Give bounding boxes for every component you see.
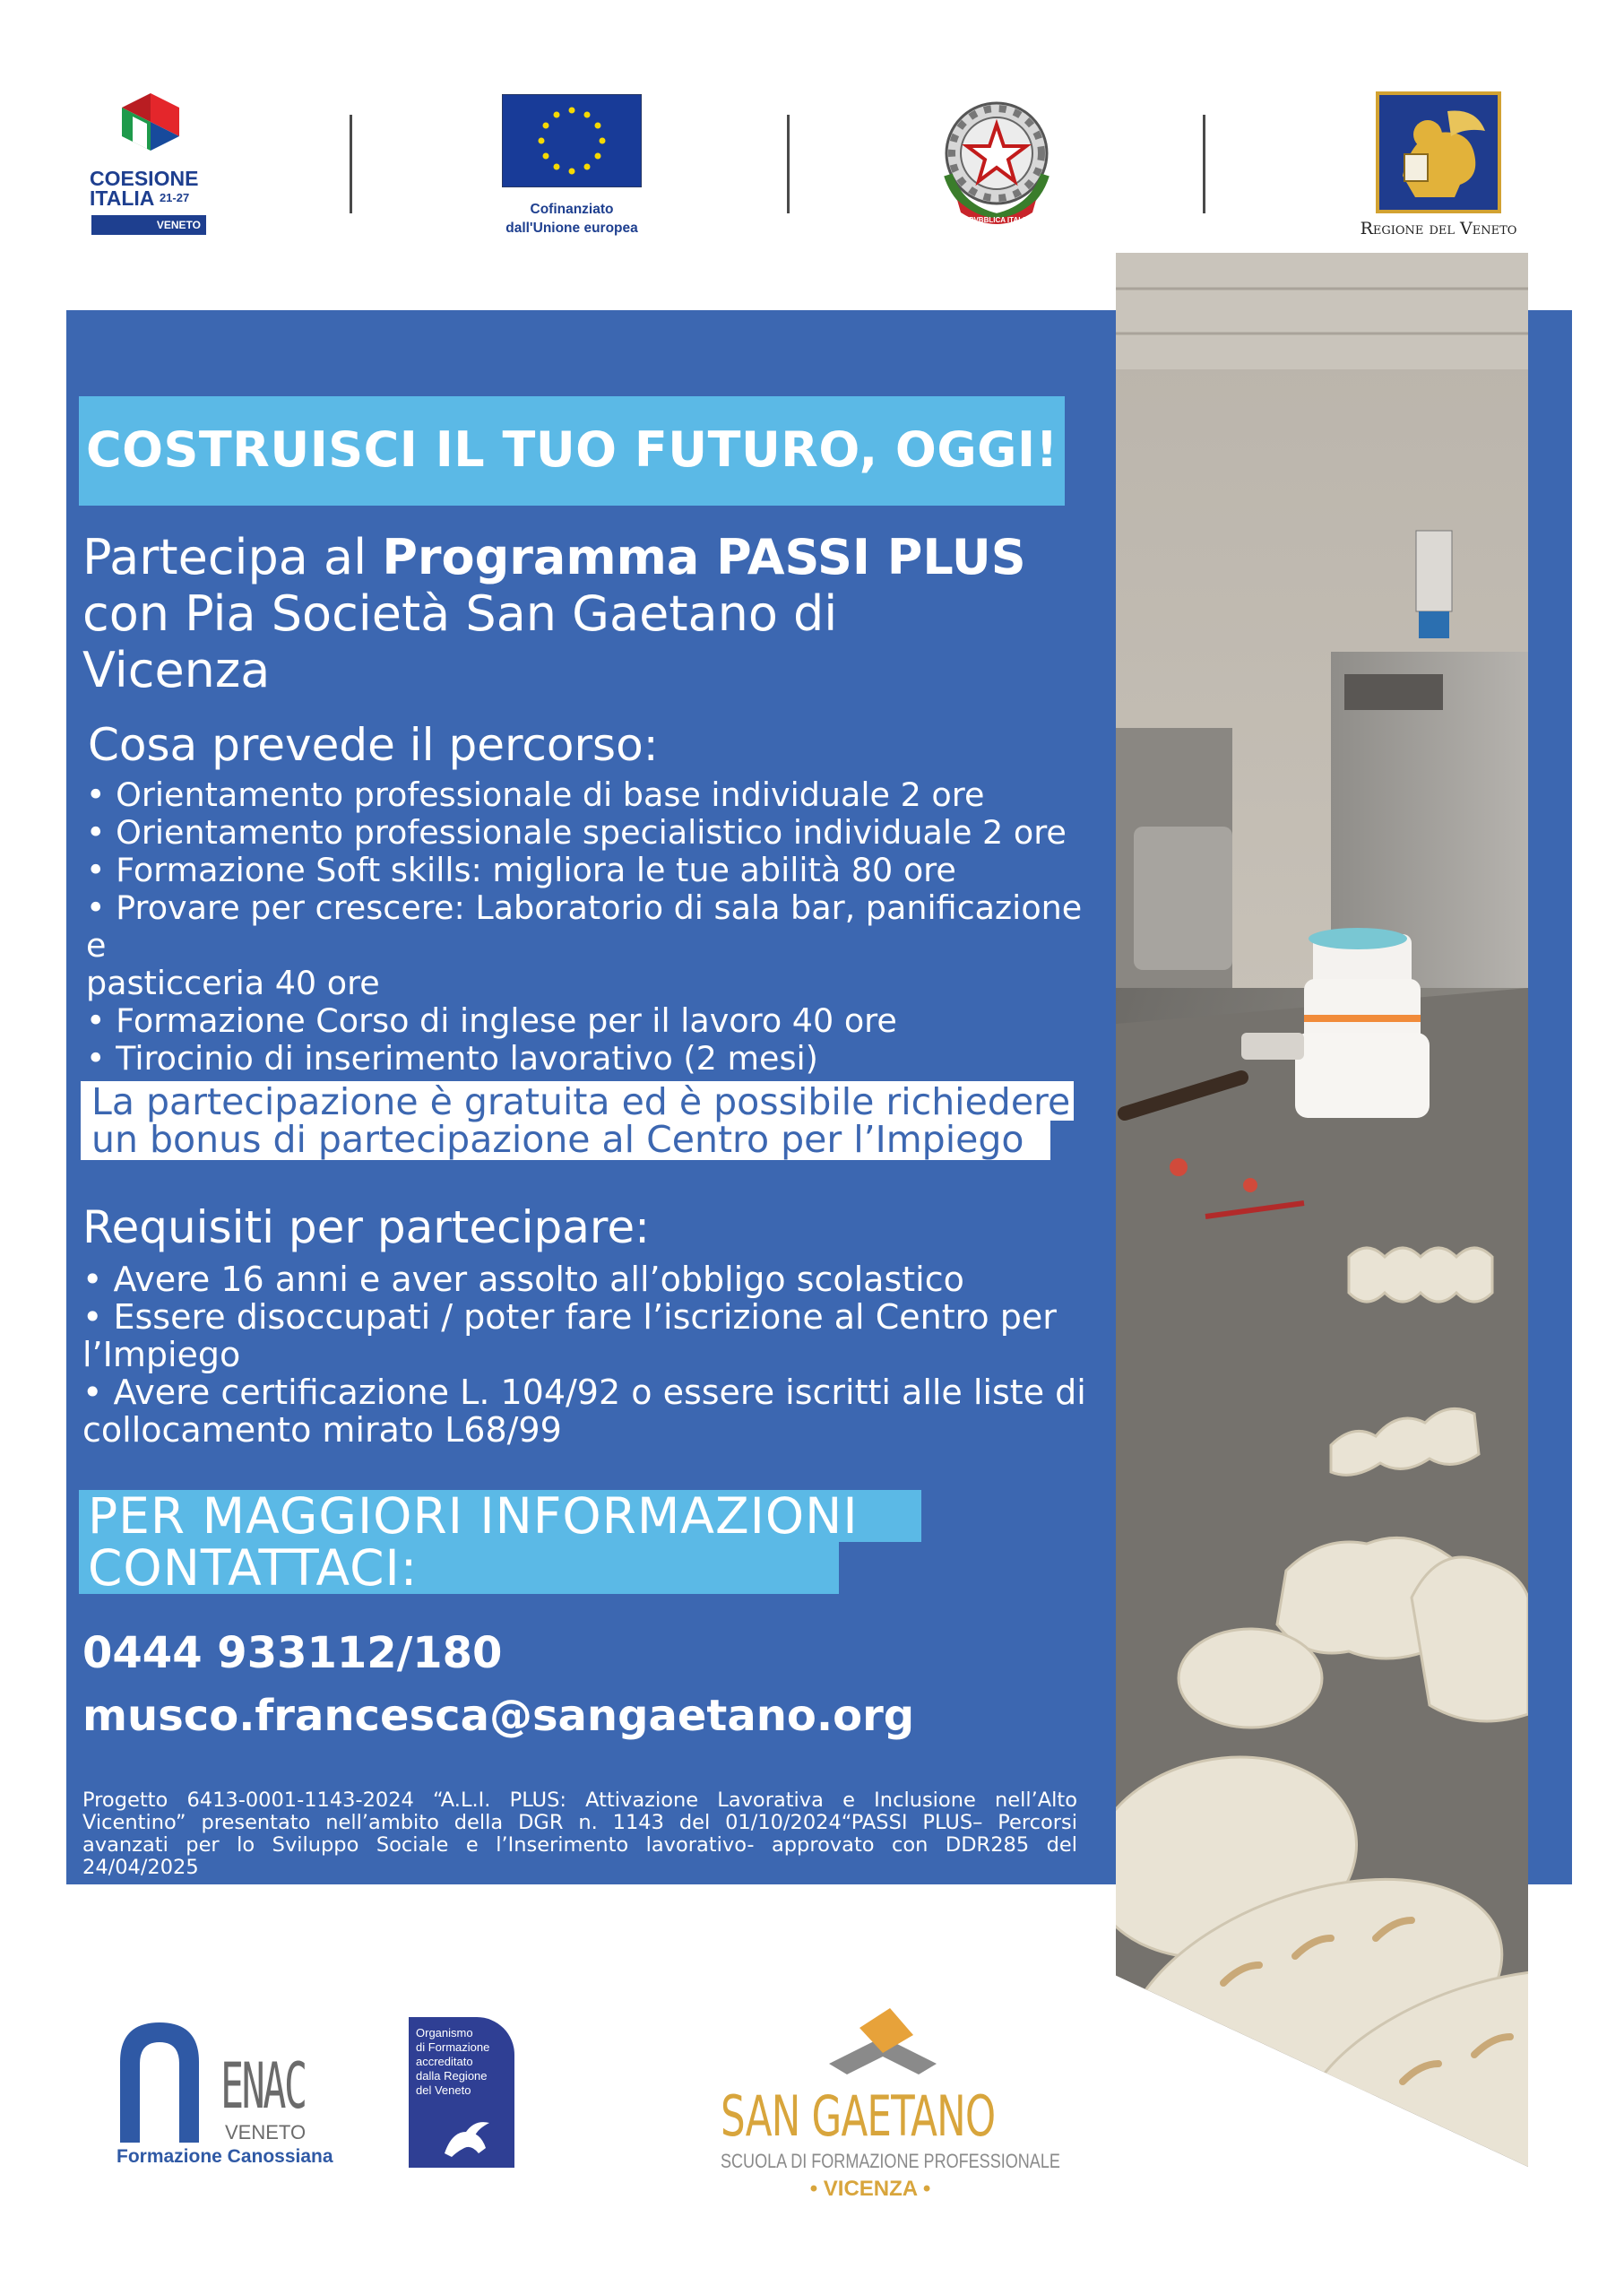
- repubblica-ring-text: REPVBBLICA ITALIANA: [959, 216, 1041, 224]
- intro-line2: con Pia Società San Gaetano di: [82, 585, 838, 642]
- san-gaetano-logo: [717, 2001, 1058, 2216]
- enac-arch-icon: [115, 2017, 204, 2143]
- requirement-item-continued: collocamento mirato L68/99: [82, 1410, 562, 1450]
- course-title: Cosa prevede il percorso:: [88, 719, 659, 771]
- san-gaetano-book-icon: [820, 2001, 946, 2091]
- coesione-logo: [90, 90, 215, 242]
- star-emblem-icon: [932, 92, 1061, 236]
- course-item: • Orientamento professionale di base individuale 2 ore: [86, 776, 1099, 814]
- enac-logo: [115, 2017, 366, 2178]
- accredited-line: Organismo: [416, 2026, 473, 2040]
- kitchen-photo-illustration: [1116, 253, 1528, 2167]
- requirements-list: [82, 1260, 1095, 1449]
- email-link[interactable]: musco.francesca@sangaetano.org: [82, 1691, 915, 1741]
- eu-flag-icon: [502, 94, 642, 187]
- course-item: • Formazione Soft skills: migliora le tue abilità 80 ore: [86, 852, 1099, 889]
- phone-number[interactable]: 0444 933112/180: [82, 1628, 503, 1678]
- course-item: • Tirocinio di inserimento lavorativo (2 mesi): [86, 1040, 1099, 1078]
- programme-name: Programma PASSI PLUS: [382, 529, 1026, 585]
- intro-prefix: Partecipa al: [82, 529, 383, 585]
- info-line2: CONTATTACI:: [88, 1539, 419, 1597]
- coesione-line1: COESIONE: [90, 167, 199, 190]
- eu-caption-line2: dall'Unione europea: [505, 221, 638, 236]
- course-item: • Formazione Corso di inglese per il lavoro 40 ore: [86, 1002, 1099, 1040]
- headline: COSTRUISCI IL TUO FUTURO, OGGI!: [86, 421, 1058, 478]
- accredited-line: del Veneto: [416, 2083, 471, 2097]
- eu-logo: [502, 94, 654, 247]
- free-notice-line2: un bonus di partecipazione al Centro per l’Impiego: [91, 1118, 1024, 1161]
- info-heading: [88, 1487, 859, 1597]
- san-gaetano-city: • VICENZA •: [809, 2177, 931, 2201]
- legal-text: Progetto 6413-0001-1143-2024 “A.L.I. PLUS: Attivazione Lavorativa e Inclusione nell’Alto Vicentino” presentato nell’ambito della DGR n. 1143 del 01/10/2024“PASSI PLUS– Percorsi avanzati per lo Sviluppo Sociale e l’Inserimento lavorativo- approvato con DDR285 del 24/04/2025: [82, 1788, 1077, 1879]
- enac-tagline: Formazione Canossiana: [117, 2146, 333, 2167]
- intro: [82, 529, 1086, 698]
- accreditation-badge: [409, 2017, 514, 2168]
- requirement-item: • Avere 16 anni e aver assolto all’obbligo scolastico: [82, 1260, 1095, 1298]
- coesione-years: 21-27: [159, 191, 190, 204]
- repubblica-emblem: [932, 92, 1061, 236]
- course-item: • Provare per crescere: Laboratorio di sala bar, panificazione e: [86, 889, 1099, 965]
- course-list: [86, 776, 1099, 1078]
- course-item-continued: pasticceria 40 ore: [86, 964, 380, 1002]
- enac-name: ENAC: [220, 2049, 306, 2123]
- regione-caption: Regione del Veneto: [1360, 219, 1517, 238]
- lion-shield-icon: [1376, 91, 1501, 213]
- requirement-item: • Essere disoccupati / poter fare l’iscrizione al Centro per: [82, 1298, 1095, 1336]
- san-gaetano-subtitle: SCUOLA DI FORMAZIONE PROFESSIONALE: [721, 2150, 1060, 2172]
- coesione-cube-icon: [115, 90, 186, 161]
- enac-region: VENETO: [225, 2121, 307, 2143]
- accredited-line: di Formazione: [416, 2040, 490, 2054]
- free-notice-line1: La partecipazione è gratuita ed è possibile richiedere: [91, 1080, 1071, 1123]
- winged-lion-icon: [439, 2117, 493, 2159]
- accredited-line: dalla Regione: [416, 2069, 488, 2083]
- requirement-item: • Avere certificazione L. 104/92 o essere iscritti alle liste di: [82, 1373, 1095, 1411]
- course-item: • Orientamento professionale specialistico individuale 2 ore: [86, 814, 1099, 852]
- coesione-line2: ITALIA: [90, 186, 154, 210]
- accredited-line: accreditato: [416, 2055, 473, 2068]
- san-gaetano-name: SAN GAETANO: [721, 2083, 996, 2149]
- requirements-title: Requisiti per partecipare:: [82, 1201, 650, 1253]
- coesione-region: VENETO: [91, 215, 206, 235]
- bakery-photo: [1116, 253, 1528, 2167]
- requirement-item-continued: l’Impiego: [82, 1335, 241, 1374]
- intro-line3: Vicenza: [82, 642, 271, 698]
- eu-caption-line1: Cofinanziato: [530, 202, 614, 217]
- regione-veneto-logo: [1349, 91, 1528, 244]
- free-notice: [91, 1080, 1071, 1161]
- info-line1: PER MAGGIORI INFORMAZIONI: [88, 1487, 859, 1545]
